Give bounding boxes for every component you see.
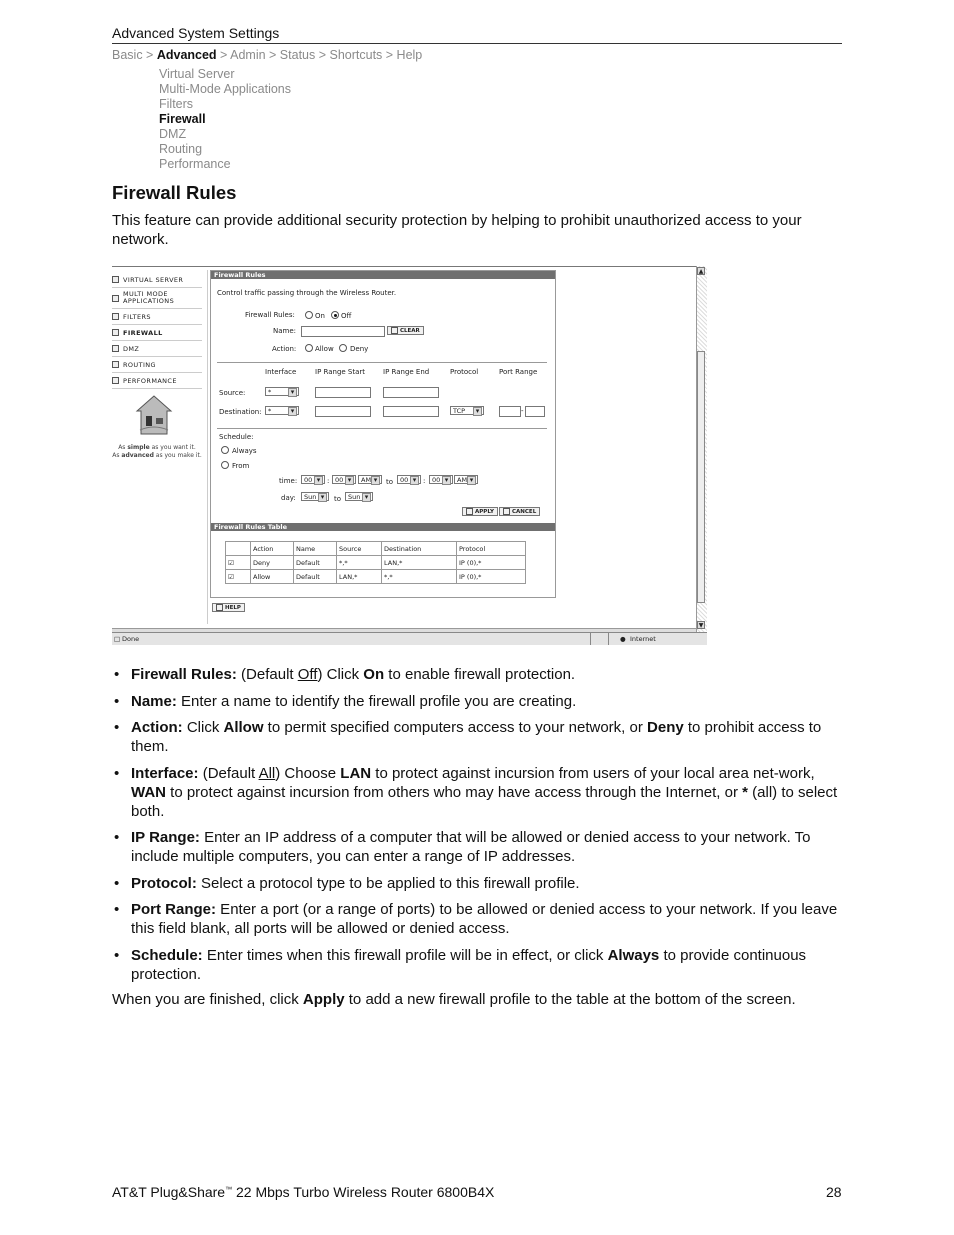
from-hour-select[interactable]: 00 ▾ — [301, 475, 325, 484]
col-protocol: Protocol — [450, 368, 479, 376]
bullet-icon: • — [114, 946, 120, 964]
x-icon — [503, 508, 510, 515]
fw-on-radio[interactable] — [305, 311, 313, 319]
check-icon — [466, 508, 473, 515]
list-item — [112, 828, 844, 866]
cell: LAN,* — [382, 556, 457, 570]
breadcrumb — [112, 48, 422, 62]
port-end-input[interactable] — [525, 406, 545, 417]
list-item-term: Action: — [131, 719, 183, 736]
sidenav-item — [112, 288, 202, 309]
crumb-basic: Basic — [112, 48, 143, 62]
subnav-item: Virtual Server — [159, 67, 235, 81]
from-ampm-select[interactable]: AM ▾ — [358, 475, 382, 484]
slogan-line-2: As advanced as you make it. — [112, 452, 202, 459]
top-border — [112, 266, 707, 267]
bullet-icon: • — [114, 692, 120, 710]
list-item-text: ) Choose — [275, 764, 341, 782]
cell: Allow — [251, 570, 294, 584]
subnav-item: DMZ — [159, 127, 187, 141]
section-title: Firewall Rules — [112, 182, 237, 203]
bullet-square-icon — [112, 361, 119, 368]
port-start-input[interactable] — [499, 406, 521, 417]
divider — [217, 362, 547, 363]
house-logo-icon — [134, 394, 174, 436]
name-label: Name: — [273, 327, 297, 335]
sidenav-item — [112, 309, 202, 325]
subnav-item: Performance — [159, 157, 231, 171]
rules-table-title-bar: Firewall Rules Table — [211, 523, 555, 531]
off-label: Off — [341, 312, 352, 320]
list-item-text: WAN — [131, 783, 166, 801]
subnav-item: Routing — [159, 142, 203, 156]
sub-nav-list — [159, 67, 291, 172]
list-item-text: Enter times when this firewall profile will be in effect, or click — [202, 946, 608, 964]
rules-table — [225, 541, 526, 584]
table-header: Source — [337, 542, 382, 556]
crumb-advanced: Advanced — [156, 48, 217, 62]
cell: *,* — [337, 556, 382, 570]
list-item-text: ) Click — [317, 666, 364, 683]
list-item-text: Off — [297, 666, 318, 683]
from-label: From — [232, 462, 250, 470]
status-zone: Internet — [630, 635, 656, 643]
list-item-text: On — [363, 666, 385, 683]
schedule-label: Schedule: — [219, 433, 254, 441]
list-item-text: to provide continuous protection. — [131, 946, 807, 983]
cell: IP (0),* — [457, 556, 526, 570]
list-item-text: Enter an IP address of a computer that will be allowed or denied access to your network. To include multiple computers, you can enter a range of IP addresses. — [131, 829, 811, 865]
source-ip-end-input[interactable] — [383, 387, 439, 398]
router-ui-screenshot — [112, 266, 707, 646]
source-interface-select[interactable]: * ▾ — [265, 387, 299, 396]
dest-ip-end-input[interactable] — [383, 406, 439, 417]
source-label: Source: — [219, 389, 246, 397]
sidenav-label: DMZ — [123, 344, 140, 353]
field-descriptions-list — [112, 665, 844, 991]
doc-header-title: Advanced System Settings — [112, 25, 280, 41]
from-minute-select[interactable]: 00 ▾ — [332, 475, 356, 484]
list-item-text: (Default — [236, 666, 298, 683]
globe-icon: ● — [620, 635, 626, 643]
table-header: Name — [294, 542, 337, 556]
to-hour-select[interactable]: 00 ▾ — [397, 475, 421, 484]
always-label: Always — [232, 447, 257, 455]
list-item — [112, 900, 844, 938]
sidenav-item — [112, 373, 202, 389]
apply-button[interactable]: APPLY — [462, 507, 498, 516]
subnav-item: Filters — [159, 97, 194, 111]
table-header: Protocol — [457, 542, 526, 556]
from-day-select[interactable]: Sun ▾ — [301, 492, 329, 501]
from-radio[interactable] — [221, 461, 229, 469]
list-item-text: to prohibit access to them. — [131, 719, 822, 755]
clear-button[interactable]: CLEAR — [387, 326, 424, 335]
port-dash: - — [521, 407, 524, 415]
header-rule — [112, 43, 842, 44]
page-number: 28 — [826, 1184, 842, 1200]
sidenav-divider — [207, 270, 208, 624]
cell: *,* — [382, 570, 457, 584]
sidenav-label: PERFORMANCE — [123, 376, 177, 385]
bullet-square-icon — [112, 345, 119, 352]
sidenav-label: ROUTING — [123, 360, 156, 369]
colon: : — [327, 477, 330, 485]
bullet-square-icon — [112, 313, 119, 320]
table-header-row — [226, 542, 526, 556]
sidenav-label: FIREWALL — [123, 328, 163, 337]
action-label: Action: — [272, 345, 297, 353]
dest-ip-start-input[interactable] — [315, 406, 371, 417]
list-item-text: Select a protocol type to be applied to this firewall profile. — [196, 874, 580, 892]
day-label: day: — [281, 494, 296, 502]
status-divider — [608, 633, 609, 645]
list-item-text: to enable firewall protection. — [384, 666, 576, 683]
list-item-term: Interface: — [131, 764, 199, 782]
firewall-panel — [210, 270, 556, 598]
sidenav-label: VIRTUAL SERVER — [123, 275, 184, 284]
list-item-term: Name: — [131, 692, 177, 710]
bullet-icon: • — [114, 666, 120, 683]
screenshot-sidenav — [112, 272, 202, 389]
cell: IP (0),* — [457, 570, 526, 584]
row-checkbox[interactable]: ☑ — [226, 556, 251, 570]
fw-off-radio[interactable] — [331, 311, 339, 319]
help-icon — [216, 604, 223, 611]
to-label: to — [334, 495, 342, 503]
list-item — [112, 718, 844, 756]
crumb-rest: > Admin > Status > Shortcuts > Help — [216, 48, 423, 62]
intro-paragraph: This feature can provide additional security protection by helping to prohibit unauthorized access to your network. — [112, 212, 802, 248]
col-interface: Interface — [265, 368, 297, 376]
always-radio[interactable] — [221, 446, 229, 454]
scroll-down-arrow-icon[interactable]: ▼ — [698, 622, 704, 629]
list-item-text: Deny — [647, 719, 684, 736]
destination-label: Destination: — [219, 408, 262, 416]
deny-label: Deny — [350, 345, 369, 353]
cell: Deny — [251, 556, 294, 570]
sidenav-label: MULTI MODE APPLICATIONS — [123, 290, 175, 305]
list-item-text: All — [258, 764, 276, 782]
col-ip-end: IP Range End — [383, 368, 430, 376]
list-item-text: Enter a name to identify the firewall profile you are creating. — [176, 692, 577, 710]
col-port-range: Port Range — [499, 368, 538, 376]
bullet-icon: • — [114, 874, 120, 892]
subnav-item: Multi-Mode Applications — [159, 82, 292, 96]
list-item-term: Port Range: — [131, 901, 217, 918]
list-item-text: * — [742, 783, 748, 801]
bullet-square-icon — [112, 276, 119, 283]
divider — [217, 428, 547, 429]
table-row — [226, 570, 526, 584]
list-item — [112, 692, 844, 711]
sidenav-item — [112, 341, 202, 357]
list-item — [112, 665, 844, 684]
slogan — [112, 444, 202, 460]
list-item-text: to protect against incursion from users of your local area net-work, — [371, 764, 815, 782]
list-item-text: to permit specified computers access to your network, or — [263, 719, 648, 736]
cancel-button[interactable]: CANCEL — [499, 507, 540, 516]
protocol-select[interactable]: TCP ▾ — [450, 406, 484, 415]
bullet-icon: • — [114, 829, 120, 846]
list-item — [112, 764, 844, 821]
sidenav-item — [112, 357, 202, 373]
list-item-term: Protocol: — [131, 874, 197, 892]
sidenav-label: FILTERS — [123, 312, 151, 321]
colon: : — [423, 477, 426, 485]
list-item-text: Always — [607, 946, 660, 964]
browser-status-bar — [112, 632, 707, 645]
list-item-text: to protect against incursion from others who may have access through the Internet, or — [166, 783, 743, 801]
slogan-line-1: As simple as you want it. — [118, 444, 196, 451]
bullet-square-icon — [112, 329, 119, 336]
time-label: time: — [279, 477, 298, 485]
dest-interface-select[interactable]: * ▾ — [265, 406, 299, 415]
cell: Default — [294, 570, 337, 584]
bullet-icon: • — [114, 764, 120, 782]
source-ip-start-input[interactable] — [315, 387, 371, 398]
sidenav-item-active — [112, 325, 202, 341]
list-item-text: (Default — [198, 764, 259, 782]
bullet-square-icon — [112, 377, 119, 384]
x-icon — [391, 327, 398, 334]
allow-label: Allow — [315, 345, 334, 353]
panel-title-bar: Firewall Rules — [211, 271, 555, 279]
cell: Default — [294, 556, 337, 570]
row-checkbox[interactable]: ☑ — [226, 570, 251, 584]
table-header: Action — [251, 542, 294, 556]
list-item-text: Enter a port (or a range of ports) to be allowed or denied access to your network. If you leave this field blank, all ports will be allowed or denied access. — [131, 901, 838, 937]
scrollbar-thumb[interactable] — [697, 351, 705, 603]
table-row — [226, 556, 526, 570]
sidenav-item — [112, 272, 202, 288]
scroll-up-arrow-icon[interactable]: ▲ — [698, 268, 704, 275]
panel-description: Control traffic passing through the Wireless Router. — [217, 289, 397, 297]
to-day-select[interactable]: Sun ▾ — [345, 492, 373, 501]
status-page-icon: □ — [114, 635, 121, 643]
allow-radio[interactable] — [305, 344, 313, 352]
list-item-text: Allow — [223, 719, 264, 736]
trademark: ™ — [225, 1186, 233, 1194]
to-minute-select[interactable]: 00 ▾ — [429, 475, 453, 484]
list-item-text: (all) to select both. — [131, 783, 838, 820]
table-header: Destination — [382, 542, 457, 556]
list-item-term: IP Range: — [131, 829, 200, 846]
bullet-icon: • — [114, 901, 120, 918]
col-ip-start: IP Range Start — [315, 368, 366, 376]
bullet-square-icon — [112, 295, 119, 302]
cell: LAN,* — [337, 570, 382, 584]
status-done: Done — [122, 635, 140, 643]
help-button[interactable]: HELP — [212, 603, 245, 612]
on-label: On — [315, 312, 325, 320]
to-label: to — [386, 478, 394, 486]
list-item — [112, 946, 844, 984]
list-item — [112, 874, 844, 893]
subnav-item-current: Firewall — [159, 112, 206, 126]
name-input[interactable] — [301, 326, 385, 337]
closing-paragraph: When you are finished, click Apply to add a new firewall profile to the table at the bottom of the screen. — [112, 991, 796, 1008]
deny-radio[interactable] — [339, 344, 347, 352]
bullet-icon: • — [114, 719, 120, 736]
list-item-text: LAN — [340, 764, 372, 782]
list-item-text: Click — [182, 719, 224, 736]
crumb-sep: > — [142, 48, 157, 62]
status-divider — [590, 633, 591, 645]
fw-rules-label: Firewall Rules: — [245, 311, 295, 319]
list-item-term: Schedule: — [131, 946, 203, 964]
footer-product: AT&T Plug&Share™ 22 Mbps Turbo Wireless Router 6800B4X — [112, 1184, 495, 1200]
list-item-term: Firewall Rules: — [131, 666, 237, 683]
to-ampm-select[interactable]: AM ▾ — [454, 475, 478, 484]
